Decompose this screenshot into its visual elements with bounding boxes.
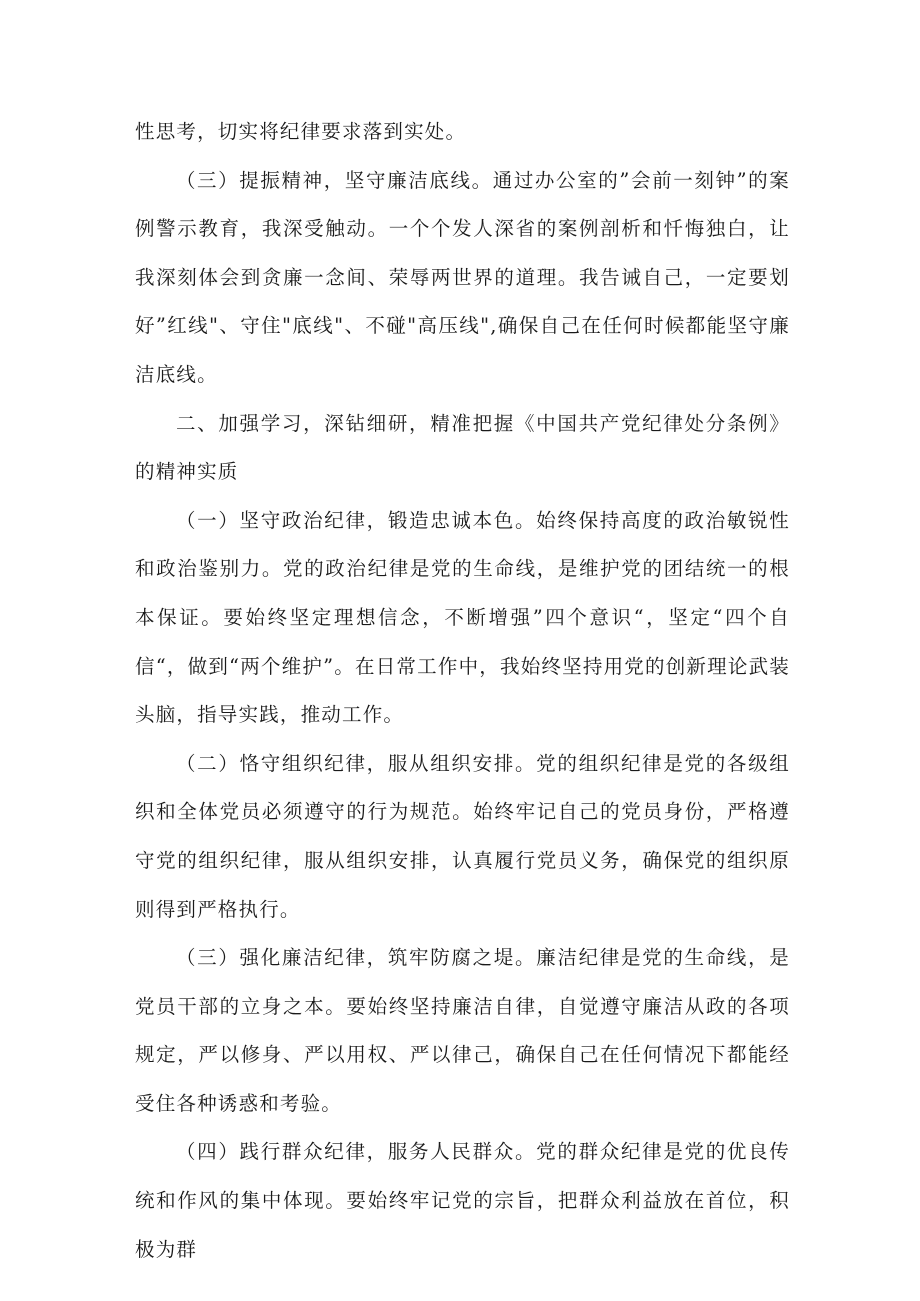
document-body (135, 108, 790, 1274)
paragraph-political-discipline: （一）坚守政治纪律，锻造忠诚本色。始终保持高度的政治敏锐性和政治鉴别力。党的政治纪律是党的生命线，是维护党的团结统一的根本保证。要始终坚定理想信念，不断增强”四个意识“，坚定“四个自信“，做到“两个维护”。在日常工作中，我始终坚持用党的创新理论武装头脑，指导实践，推动工作。 (135, 508, 790, 727)
paragraph-integrity-bottom-line: （三）提振精神，坚守廉洁底线。通过办公室的”会前一刻钟”的案例警示教育，我深受触动。一个个发人深省的案例剖析和忏悔独白，让我深刻体会到贪廉一念间、荣辱两世界的道理。我告诫自己，一定要划好”红线"、守住"底线"、不碰"高压线",确保自己在任何时候都能坚守廉洁底线。 (135, 168, 790, 386)
section-heading-strengthen-learning: 二、加强学习，深钻细研，精准把握《中国共产党纪律处分条例》的精神实质 (135, 411, 790, 484)
paragraph-organizational-discipline: （二）恪守组织纪律，服从组织安排。党的组织纪律是党的各级组织和全体党员必须遵守的行为规范。始终牢记自己的党员身份，严格遵守党的组织纪律，服从组织安排，认真履行党员义务，确保党的组织原则得到严格执行。 (135, 751, 790, 921)
paragraph-mass-discipline: （四）践行群众纪律，服务人民群众。党的群众纪律是党的优良传统和作风的集中体现。要始终牢记党的宗旨，把群众利益放在首位，积极为群 (135, 1140, 790, 1261)
paragraph-integrity-discipline: （三）强化廉洁纪律，筑牢防腐之堤。廉洁纪律是党的生命线，是党员干部的立身之本。要始终坚持廉洁自律，自觉遵守廉洁从政的各项规定，严以修身、严以用权、严以律己，确保自己在任何情况下都能经受住各种诱惑和考验。 (135, 946, 790, 1115)
paragraph-continuation: 性思考，切实将纪律要求落到实处。 (135, 120, 467, 143)
